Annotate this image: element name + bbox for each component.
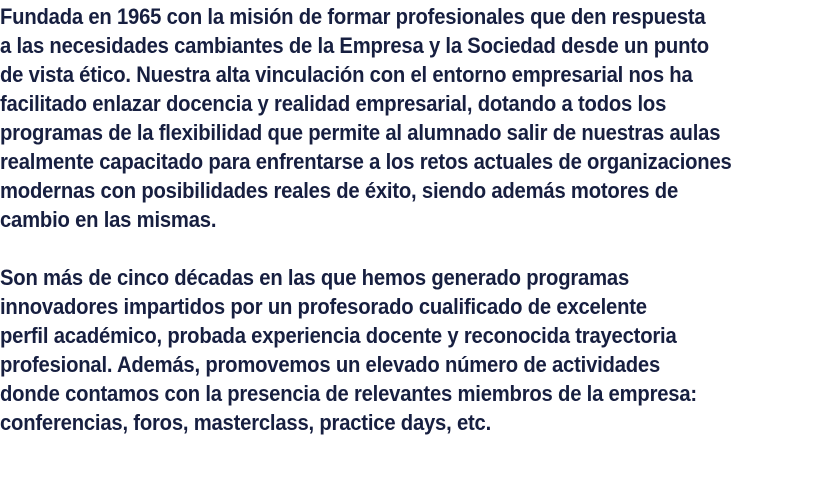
programs-paragraph — [0, 263, 756, 437]
text-line: de vista ético. Nuestra alta vinculación con el entorno empresarial nos ha — [0, 62, 693, 87]
text-line: facilitado enlazar docencia y realidad empresarial, dotando a todos los — [0, 91, 667, 116]
text-line: programas de la flexibilidad que permite al alumnado salir de nuestras aulas — [0, 120, 721, 145]
history-paragraph — [0, 2, 756, 234]
text-line: profesional. Además, promovemos un elevado número de actividades — [0, 352, 661, 377]
text-line: donde contamos con la presencia de relevantes miembros de la empresa: — [0, 381, 697, 406]
text-line: modernas con posibilidades reales de éxito, siendo además motores de — [0, 178, 678, 203]
text-line: conferencias, foros, masterclass, practice days, etc. — [0, 410, 492, 435]
text-line: Son más de cinco décadas en las que hemos generado programas — [0, 265, 630, 290]
text-line: Fundada en 1965 con la misión de formar profesionales que den respuesta — [0, 4, 706, 29]
text-line: cambio en las mismas. — [0, 207, 217, 232]
text-line: realmente capacitado para enfrentarse a los retos actuales de organizaciones — [0, 149, 732, 174]
text-line: perfil académico, probada experiencia docente y reconocida trayectoria — [0, 323, 677, 348]
text-line: innovadores impartidos por un profesorado cualificado de excelente — [0, 294, 647, 319]
text-line: a las necesidades cambiantes de la Empresa y la Sociedad desde un punto — [0, 33, 709, 58]
